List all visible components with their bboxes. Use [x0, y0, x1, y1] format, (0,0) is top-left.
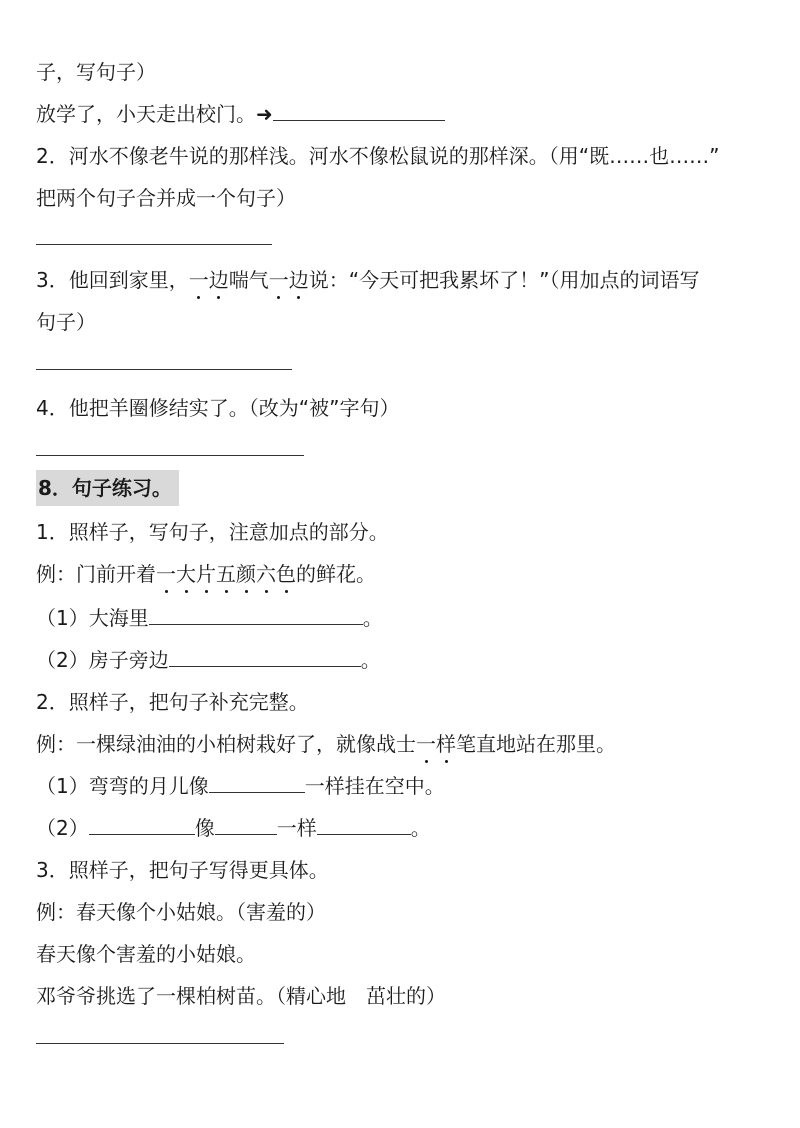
question: 3．照样子，把句子写得更具体。	[36, 858, 329, 882]
text-line: 4．他把羊圈修结实了。（改为“被”字句）	[36, 396, 400, 420]
text-fragment: 说：“今天可把我累坏了！”（用加点的词语写	[308, 268, 700, 292]
answer-blank[interactable]	[273, 100, 445, 121]
text-line: 把两个句子合并成一个句子）	[36, 186, 296, 210]
text-fragment: 例：一棵绿油油的小柏树栽好了，就像战士	[36, 732, 416, 756]
question: 1．照样子，写句子，注意加点的部分。	[36, 520, 389, 544]
dotted-char: 一	[156, 562, 176, 586]
text-line	[36, 604, 383, 632]
text-fragment: 例：门前开着	[36, 562, 156, 586]
answer-blank[interactable]	[209, 772, 305, 793]
text-line	[36, 100, 445, 128]
dotted-char: 一	[268, 268, 289, 292]
answer-blank[interactable]	[89, 814, 195, 835]
punctuation: 。	[410, 816, 431, 840]
answer-line[interactable]	[36, 455, 304, 456]
example-sentence: 例：春天像个小姑娘。（害羞的）	[36, 900, 326, 924]
text-line	[36, 772, 445, 800]
dotted-char: 六	[256, 562, 276, 586]
text-fragment: 笔直地站在那里。	[456, 732, 616, 756]
text-fragment: 一样挂在空中。	[304, 774, 445, 798]
answer-line[interactable]	[36, 1043, 284, 1044]
text-fragment: 一样	[276, 816, 317, 840]
item-label: （1）大海里	[36, 606, 149, 630]
answer-blank[interactable]	[215, 814, 277, 835]
text-fragment: 像	[194, 816, 215, 840]
dotted-char: 颜	[236, 562, 256, 586]
dotted-char: 边	[208, 268, 229, 292]
text-line: 邓爷爷挑选了一棵柏树苗。（精心地 茁壮的）	[36, 984, 446, 1008]
dotted-char: 一	[416, 732, 436, 756]
answer-blank[interactable]	[317, 814, 411, 835]
answer-line[interactable]	[36, 369, 292, 370]
text-line	[36, 814, 431, 842]
punctuation: 。	[362, 606, 383, 630]
section-heading: 8．句子练习。	[36, 470, 179, 506]
text-line: 子，写句子）	[36, 60, 156, 84]
text-line: 句子）	[36, 310, 96, 334]
dotted-char: 五	[216, 562, 236, 586]
dotted-char: 片	[196, 562, 216, 586]
sentence: 放学了，小天走出校门。➜	[36, 102, 273, 126]
question: 2．照样子，把句子补充完整。	[36, 690, 309, 714]
text-fragment: 3．他回到家里，	[36, 268, 189, 292]
text-line	[36, 646, 381, 674]
text-fragment: 的鲜花。	[296, 562, 376, 586]
punctuation: 。	[360, 648, 381, 672]
dotted-char: 一	[188, 268, 209, 292]
answer-line[interactable]	[36, 244, 272, 245]
item-label: （2）房子旁边	[36, 648, 169, 672]
item-label: （1）弯弯的月儿像	[36, 774, 209, 798]
text-line	[36, 266, 699, 294]
example-answer: 春天像个害羞的小姑娘。	[36, 942, 256, 966]
text-line: 2．河水不像老牛说的那样浅。河水不像松鼠说的那样深。（用“既……也……”	[36, 144, 720, 168]
example-sentence	[36, 730, 616, 758]
dotted-char: 样	[436, 732, 456, 756]
dotted-char: 色	[276, 562, 296, 586]
item-label: （2）	[36, 816, 89, 840]
dotted-char: 大	[176, 562, 196, 586]
example-sentence	[36, 560, 376, 588]
text-fragment: 喘气	[228, 268, 269, 292]
answer-blank[interactable]	[149, 604, 363, 625]
dotted-char: 边	[288, 268, 309, 292]
answer-blank[interactable]	[169, 646, 361, 667]
